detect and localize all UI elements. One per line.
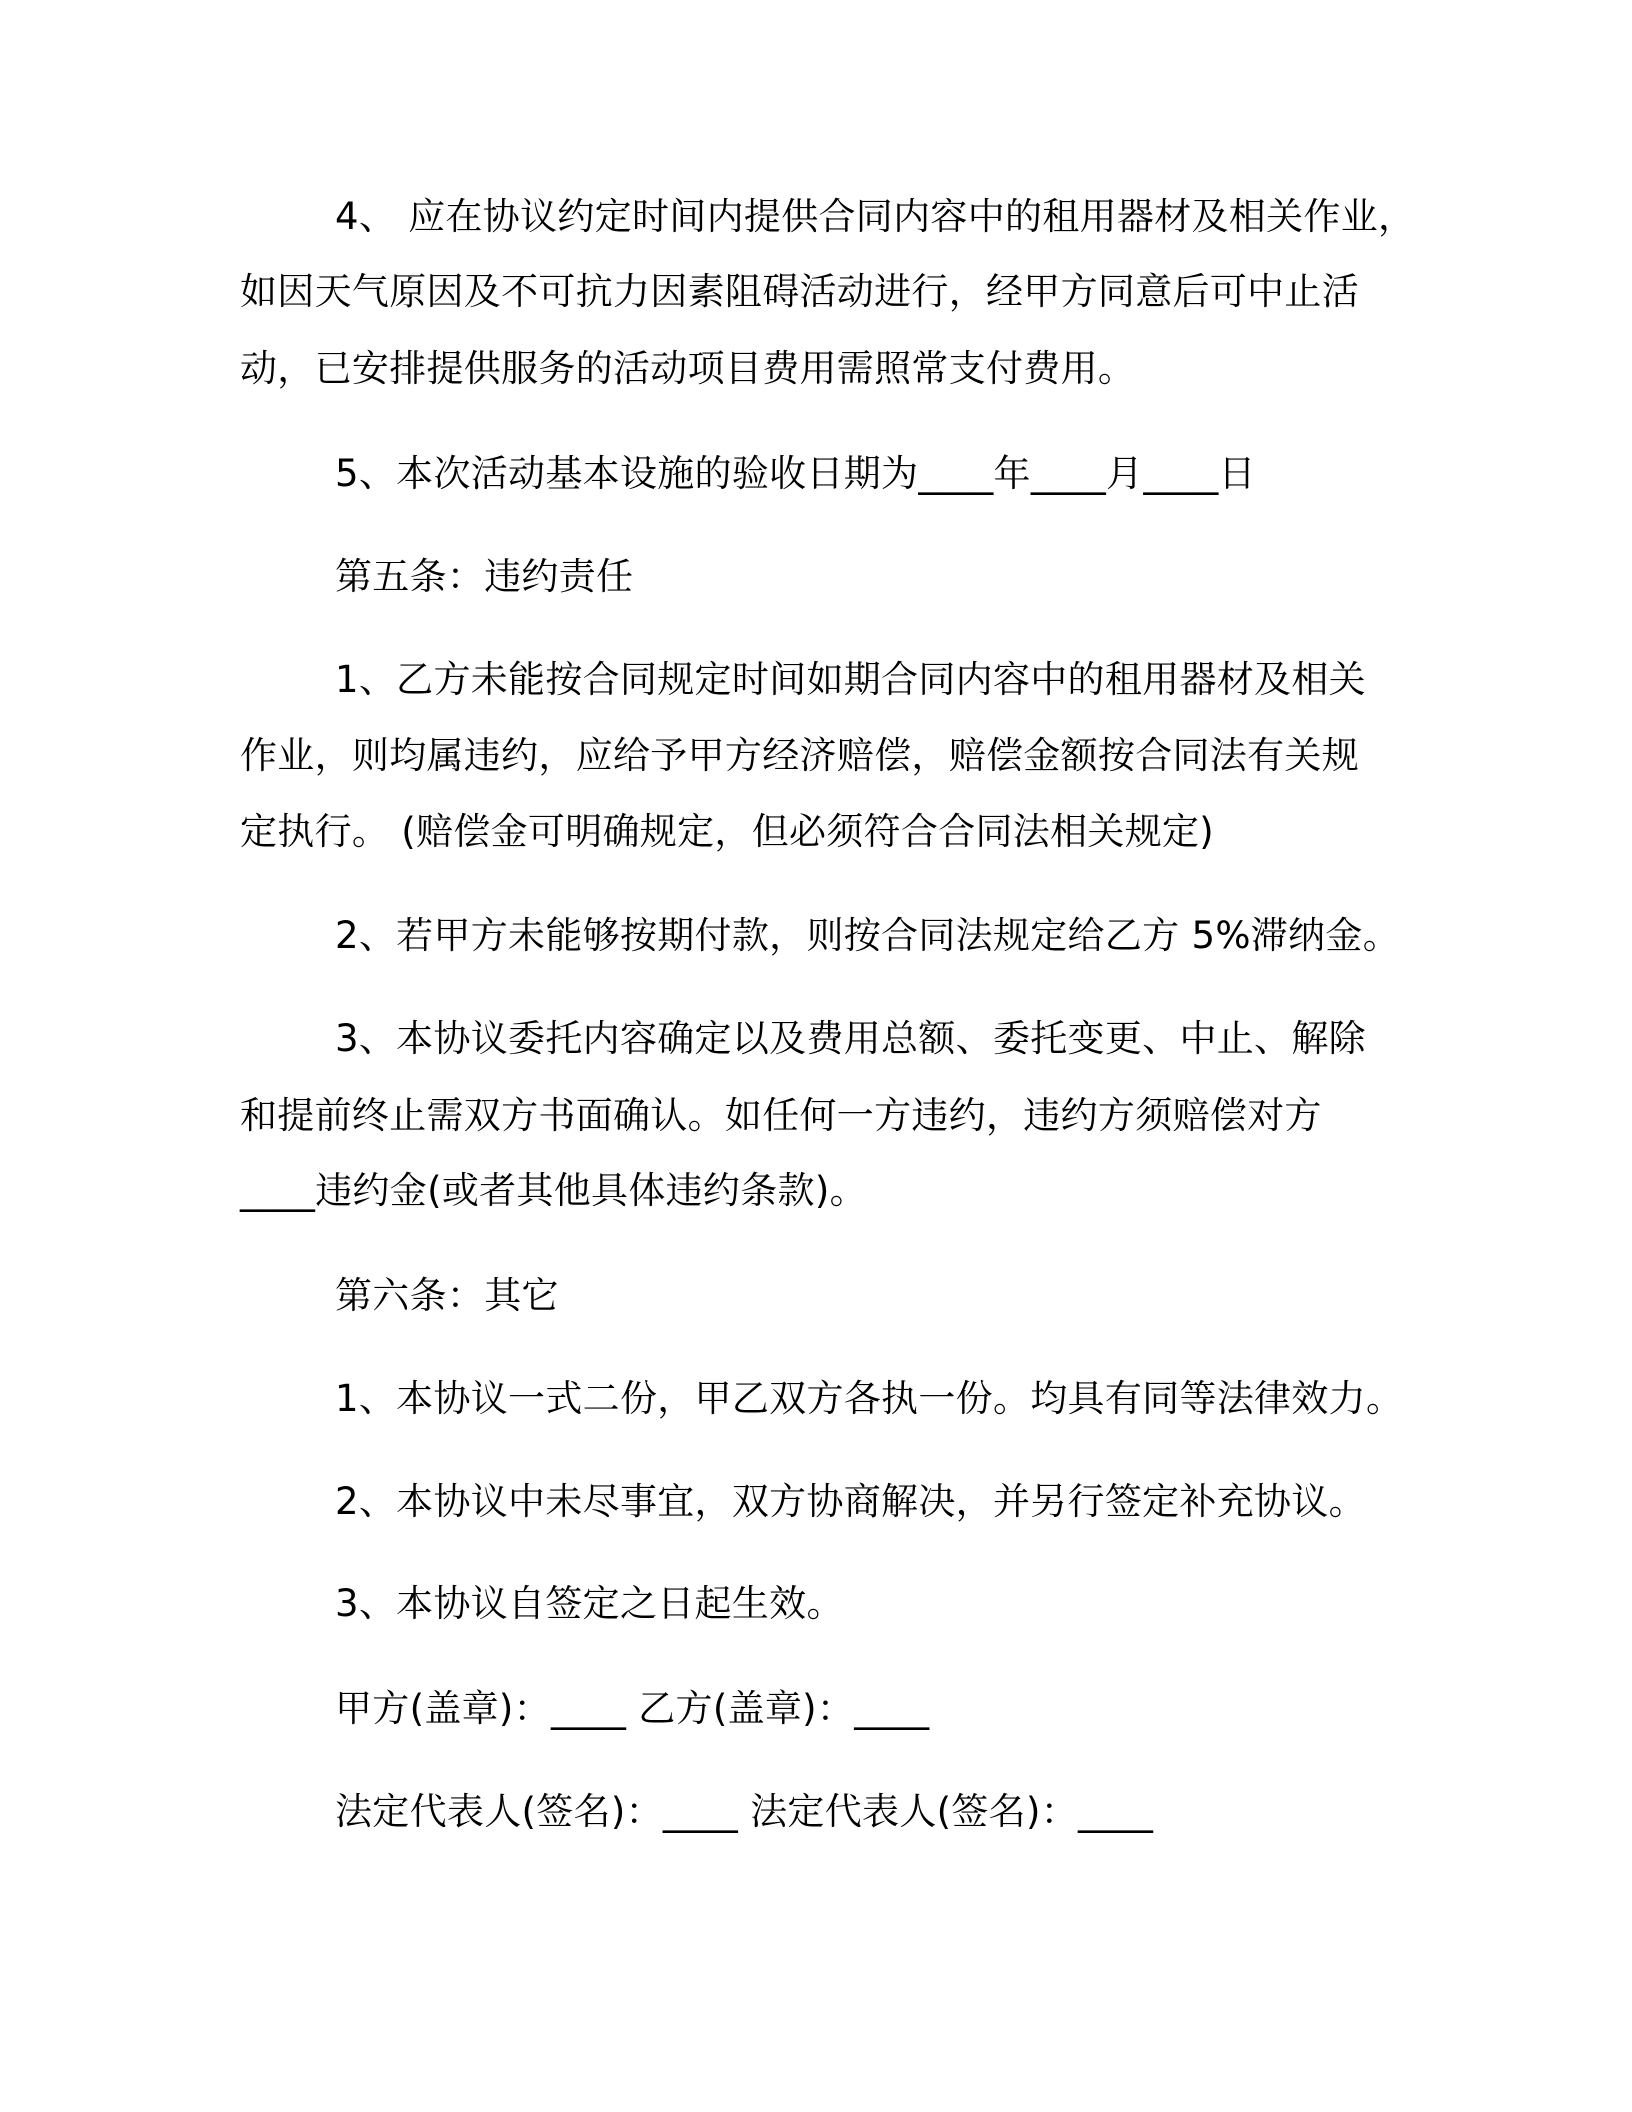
- article-5-item-1-line-1: 1、乙方未能按合同规定时间如期合同内容中的租用器材及相关: [335, 658, 1366, 701]
- item-4-line-2: 如因天气原因及不可抗力因素阻碍活动进行，经甲方同意后可中止活: [240, 270, 1359, 313]
- article-5-item-1-line-3: 定执行。 (赔偿金可明确规定，但必须符合合同法相关规定): [240, 810, 1215, 853]
- item-4-line-1: 4、 应在协议约定时间内提供合同内容中的租用器材及相关作业，: [335, 195, 1416, 238]
- article-6-item-3-line-1: 3、本协议自签定之日起生效。: [335, 1582, 844, 1625]
- signature-seal-line: 甲方(盖章)：____ 乙方(盖章)：____: [335, 1687, 930, 1730]
- article-5-heading: 第五条：违约责任: [335, 555, 634, 598]
- article-6-item-1-line-1: 1、本协议一式二份，甲乙双方各执一份。均具有同等法律效力。: [335, 1377, 1404, 1420]
- article-5-item-3-line-2: 和提前终止需双方书面确认。如任何一方违约，违约方须赔偿对方: [240, 1094, 1322, 1137]
- item-5-line-1: 5、本次活动基本设施的验收日期为____年____月____日: [335, 452, 1256, 495]
- article-6-heading: 第六条：其它: [335, 1274, 559, 1317]
- signature-representative-line: 法定代表人(签名)：____ 法定代表人(签名)：____: [335, 1790, 1154, 1833]
- article-6-item-2-line-1: 2、本协议中未尽事宜，双方协商解决，并另行签定补充协议。: [335, 1480, 1366, 1523]
- article-5-item-1-line-2: 作业，则均属违约，应给予甲方经济赔偿，赔偿金额按合同法有关规: [240, 734, 1359, 777]
- article-5-item-2-line-1: 2、若甲方未能够按期付款，则按合同法规定给乙方 5%滞纳金。: [335, 914, 1400, 957]
- item-4-line-3: 动，已安排提供服务的活动项目费用需照常支付费用。: [240, 347, 1136, 390]
- article-5-item-3-line-3: ____违约金(或者其他具体违约条款)。: [240, 1169, 867, 1212]
- article-5-item-3-line-1: 3、本协议委托内容确定以及费用总额、委托变更、中止、解除: [335, 1017, 1366, 1060]
